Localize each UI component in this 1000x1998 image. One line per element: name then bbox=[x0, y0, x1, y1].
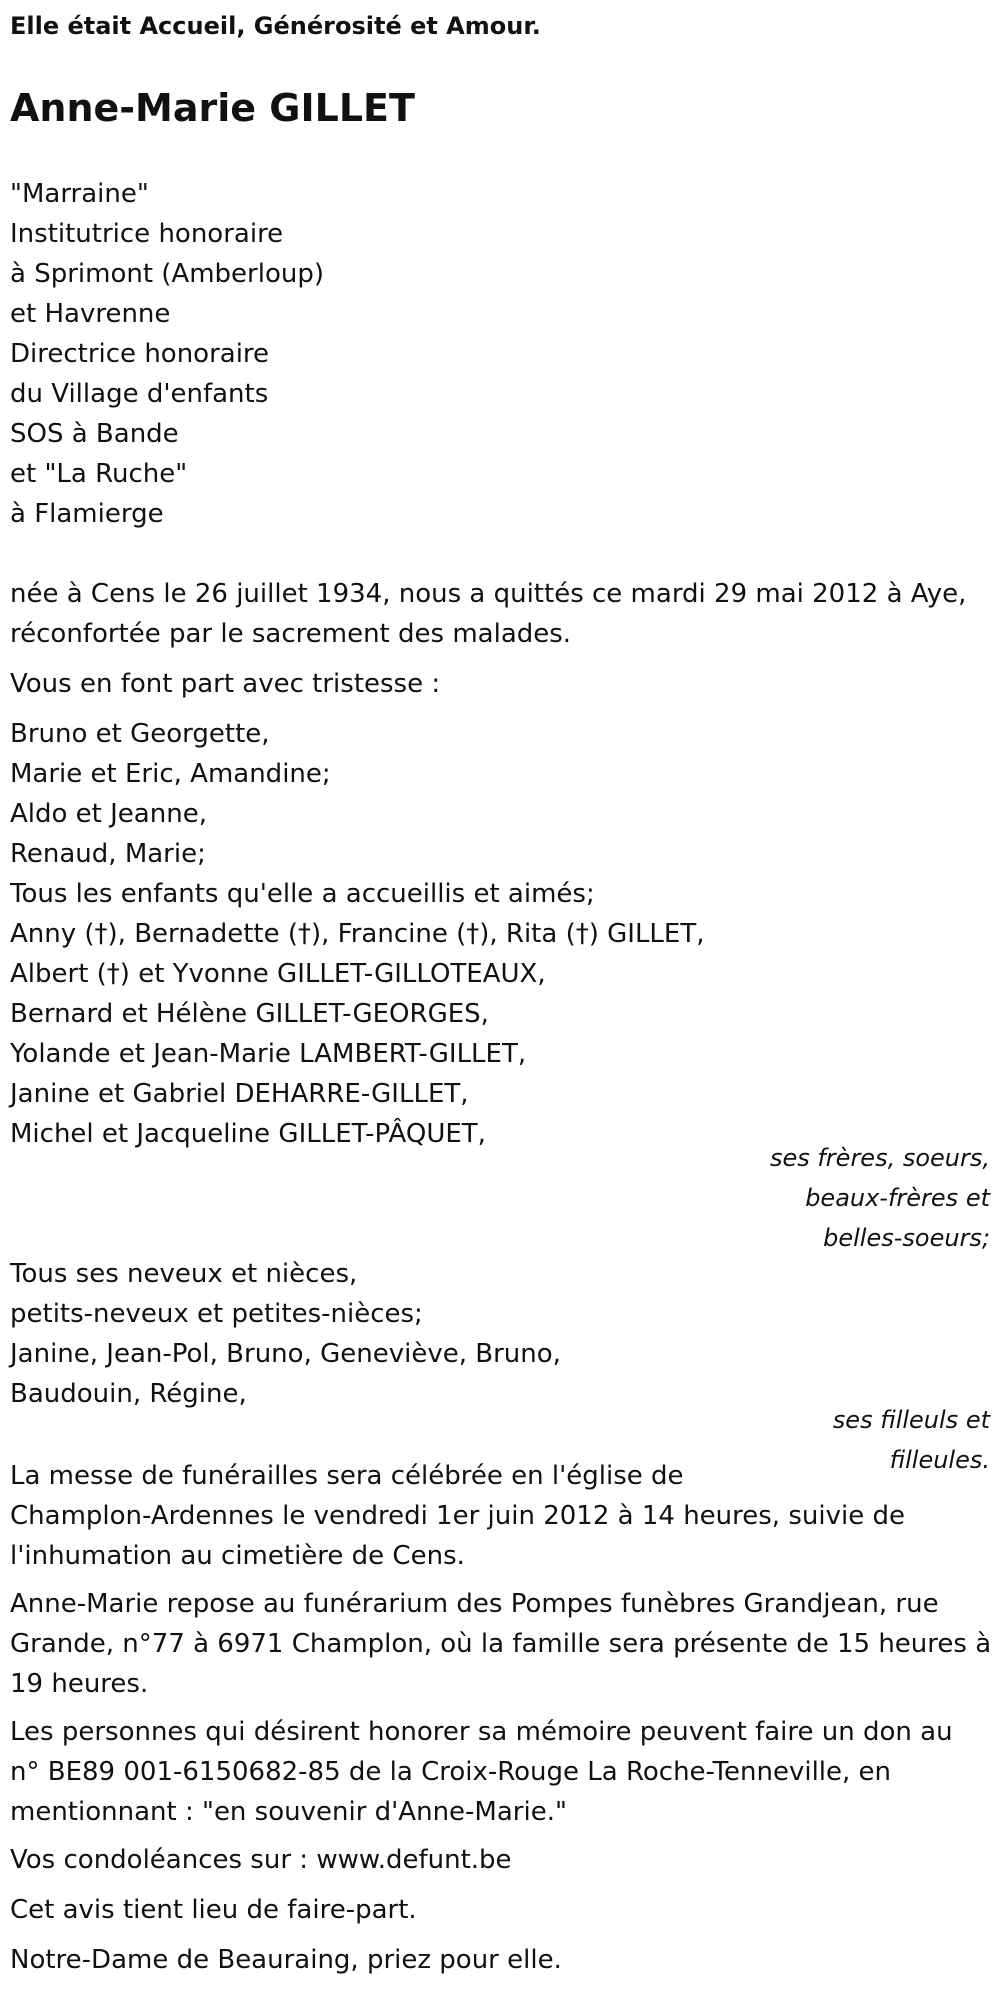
family-line: Renaud, Marie; bbox=[10, 839, 206, 869]
tagline: Elle était Accueil, Générosité et Amour. bbox=[10, 12, 541, 40]
funerarium-line: Anne-Marie repose au funérarium des Pompes funèbres Grandjean, rue bbox=[10, 1589, 939, 1619]
titles-list bbox=[10, 174, 985, 534]
sibling-line: Michel et Jacqueline GILLET-PÂQUET, bbox=[10, 1119, 486, 1149]
nephew-line: Tous ses neveux et nièces, bbox=[10, 1259, 358, 1289]
funeral-line: l'inhumation au cimetière de Cens. bbox=[10, 1541, 465, 1571]
family-line: Aldo et Jeanne, bbox=[10, 799, 207, 829]
title-line: "Marraine" bbox=[10, 179, 149, 209]
nephew-line: petits-neveux et petites-nièces; bbox=[10, 1299, 423, 1329]
siblings-label-line: beaux-frères et bbox=[805, 1184, 990, 1212]
title-line: Directrice honoraire bbox=[10, 339, 270, 369]
nephews-list bbox=[10, 1254, 985, 1414]
title-line: du Village d'enfants bbox=[10, 379, 269, 409]
sibling-line: Anny (†), Bernadette (†), Francine (†), Rita (†) GILLET, bbox=[10, 919, 705, 949]
title-line: Institutrice honoraire bbox=[10, 219, 284, 249]
donation-line: mentionnant : "en souvenir d'Anne-Marie." bbox=[10, 1797, 567, 1827]
condolences-text: Vos condoléances sur : www.defunt.be bbox=[10, 1845, 512, 1875]
sibling-line: Albert (†) et Yvonne GILLET-GILLOTEAUX, bbox=[10, 959, 546, 989]
siblings-label-line: belles-soeurs; bbox=[823, 1224, 990, 1252]
funeral-line: La messe de funérailles sera célébrée en l'église de bbox=[10, 1461, 684, 1491]
prayer-paragraph bbox=[10, 1940, 985, 1980]
siblings-label-line: ses frères, soeurs, bbox=[769, 1144, 990, 1172]
announce-text: Vous en font part avec tristesse : bbox=[10, 669, 441, 699]
deceased-name: Anne-Marie GILLET bbox=[10, 86, 415, 130]
siblings-label bbox=[770, 1138, 990, 1258]
godchildren-label-line: filleules. bbox=[889, 1446, 990, 1474]
notice-paragraph bbox=[10, 1890, 985, 1930]
donation-paragraph bbox=[10, 1712, 985, 1832]
donation-line: n° BE89 001-6150682-85 de la Croix-Rouge La Roche-Tenneville, en bbox=[10, 1757, 892, 1787]
family-line: Tous les enfants qu'elle a accueillis et aimés; bbox=[10, 879, 595, 909]
funerarium-line: 19 heures. bbox=[10, 1669, 149, 1699]
birth-death-paragraph bbox=[10, 574, 980, 654]
title-line: à Flamierge bbox=[10, 499, 164, 529]
title-line: SOS à Bande bbox=[10, 419, 179, 449]
prayer-text: Notre-Dame de Beauraing, priez pour elle. bbox=[10, 1945, 562, 1975]
title-line: et Havrenne bbox=[10, 299, 171, 329]
funerarium-line: Grande, n°77 à 6971 Champlon, où la famille sera présente de 15 heures à bbox=[10, 1629, 992, 1659]
family-line: Bruno et Georgette, bbox=[10, 719, 270, 749]
funerarium-paragraph bbox=[10, 1584, 992, 1704]
funeral-paragraph bbox=[10, 1456, 985, 1576]
title-line: à Sprimont (Amberloup) bbox=[10, 259, 324, 289]
sibling-line: Bernard et Hélène GILLET-GEORGES, bbox=[10, 999, 489, 1029]
announce-paragraph bbox=[10, 664, 985, 704]
notice-text: Cet avis tient lieu de faire-part. bbox=[10, 1895, 417, 1925]
sibling-line: Janine et Gabriel DEHARRE-GILLET, bbox=[10, 1079, 469, 1109]
birth-death-text: née à Cens le 26 juillet 1934, nous a quittés ce mardi 29 mai 2012 à Aye, réconfortée par le sacrement des malades. bbox=[10, 579, 967, 649]
funeral-line: Champlon-Ardennes le vendredi 1er juin 2012 à 14 heures, suivie de bbox=[10, 1501, 905, 1531]
donation-line: Les personnes qui désirent honorer sa mémoire peuvent faire un don au bbox=[10, 1717, 953, 1747]
family-list bbox=[10, 714, 985, 1154]
condolences-paragraph bbox=[10, 1840, 985, 1880]
sibling-line: Yolande et Jean-Marie LAMBERT-GILLET, bbox=[10, 1039, 527, 1069]
family-line: Marie et Eric, Amandine; bbox=[10, 759, 331, 789]
title-line: et "La Ruche" bbox=[10, 459, 188, 489]
nephew-line: Baudouin, Régine, bbox=[10, 1379, 247, 1409]
nephew-line: Janine, Jean-Pol, Bruno, Geneviève, Bruno, bbox=[10, 1339, 561, 1369]
godchildren-label-line: ses filleuls et bbox=[832, 1406, 990, 1434]
